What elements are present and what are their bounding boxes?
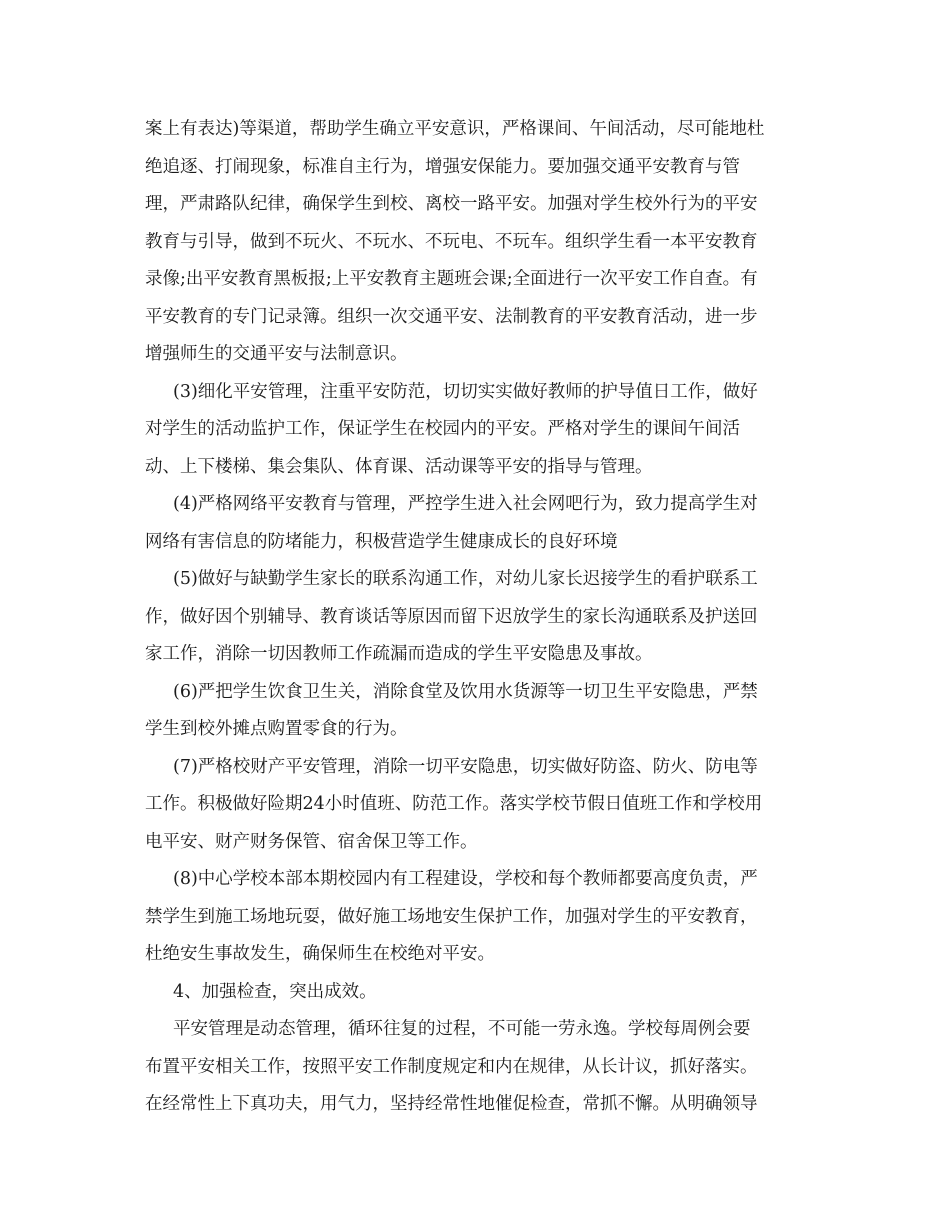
paragraph-item-3: (3)细化平安管理，注重平安防范，切切实实做好教师的护导值日工作，做好 [173, 382, 758, 402]
text-line: 学生到校外摊点购置零食的行为。 [145, 719, 408, 739]
paragraph-item-8: (8)中心学校本部本期校园内有工程建设，学校和每个教师都要高度负责，严 [173, 869, 758, 889]
text-line: 作，做好因个别辅导、教育谈话等原因而留下迟放学生的家长沟通联系及护送回 [145, 607, 758, 627]
text-line: 录像;出平安教育黑板报;上平安教育主题班会课;全面进行一次平安工作自查。有 [145, 269, 758, 289]
text-line: 禁学生到施工场地玩耍，做好施工场地安生保护工作，加强对学生的平安教育， [145, 907, 758, 927]
text-line: 理，严肃路队纪律，确保学生到校、离校一路平安。加强对学生校外行为的平安 [145, 194, 758, 214]
paragraph-item-6: (6)严把学生饮食卫生关，消除食堂及饮用水货源等一切卫生平安隐患，严禁 [173, 682, 758, 702]
paragraph-item-4: (4)严格网络平安教育与管理，严控学生进入社会网吧行为，致力提高学生对 [173, 494, 758, 514]
paragraph-start: 平安管理是动态管理，循环往复的过程，不可能一劳永逸。学校每周例会要 [173, 1019, 751, 1039]
text-line: 网络有害信息的防堵能力，积极营造学生健康成长的良好环境 [145, 532, 618, 552]
text-line: 平安教育的专门记录簿。组织一次交通平安、法制教育的平安教育活动，进一步 [145, 307, 758, 327]
section-heading: 4、加强检查，突出成效。 [173, 982, 377, 1002]
text-line: 杜绝安生事故发生，确保师生在校绝对平安。 [145, 944, 495, 964]
text-line: 电平安、财产财务保管、宿舍保卫等工作。 [145, 832, 478, 852]
text-line: 工作。积极做好险期24小时值班、防范工作。落实学校节假日值班工作和学校用 [145, 794, 763, 814]
text-line: 对学生的活动监护工作，保证学生在校园内的平安。严格对学生的课间午间活 [145, 419, 740, 439]
text-line: 布置平安相关工作，按照平安工作制度规定和内在规律，从长计议，抓好落实。 [145, 1057, 758, 1077]
text-line: 动、上下楼梯、集会集队、体育课、活动课等平安的指导与管理。 [145, 457, 653, 477]
text-line: 家工作，消除一切因教师工作疏漏而造成的学生平安隐患及事故。 [145, 644, 653, 664]
paragraph-item-5: (5)做好与缺勤学生家长的联系沟通工作，对幼儿家长迟接学生的看护联系工 [173, 569, 758, 589]
text-line: 案上有表达)等渠道，帮助学生确立平安意识，严格课间、午间活动，尽可能地杜 [145, 119, 765, 139]
text-line: 教育与引导，做到不玩火、不玩水、不玩电、不玩车。组织学生看一本平安教育 [145, 232, 758, 252]
paragraph-item-7: (7)严格校财产平安管理，消除一切平安隐患，切实做好防盗、防火、防电等 [173, 757, 758, 777]
text-line: 在经常性上下真功夫，用气力，坚持经常性地催促检查，常抓不懈。从明确领导 [145, 1094, 758, 1114]
text-line: 绝追逐、打闹现象，标准自主行为，增强安保能力。要加强交通平安教育与管 [145, 157, 740, 177]
text-line: 增强师生的交通平安与法制意识。 [145, 344, 408, 364]
